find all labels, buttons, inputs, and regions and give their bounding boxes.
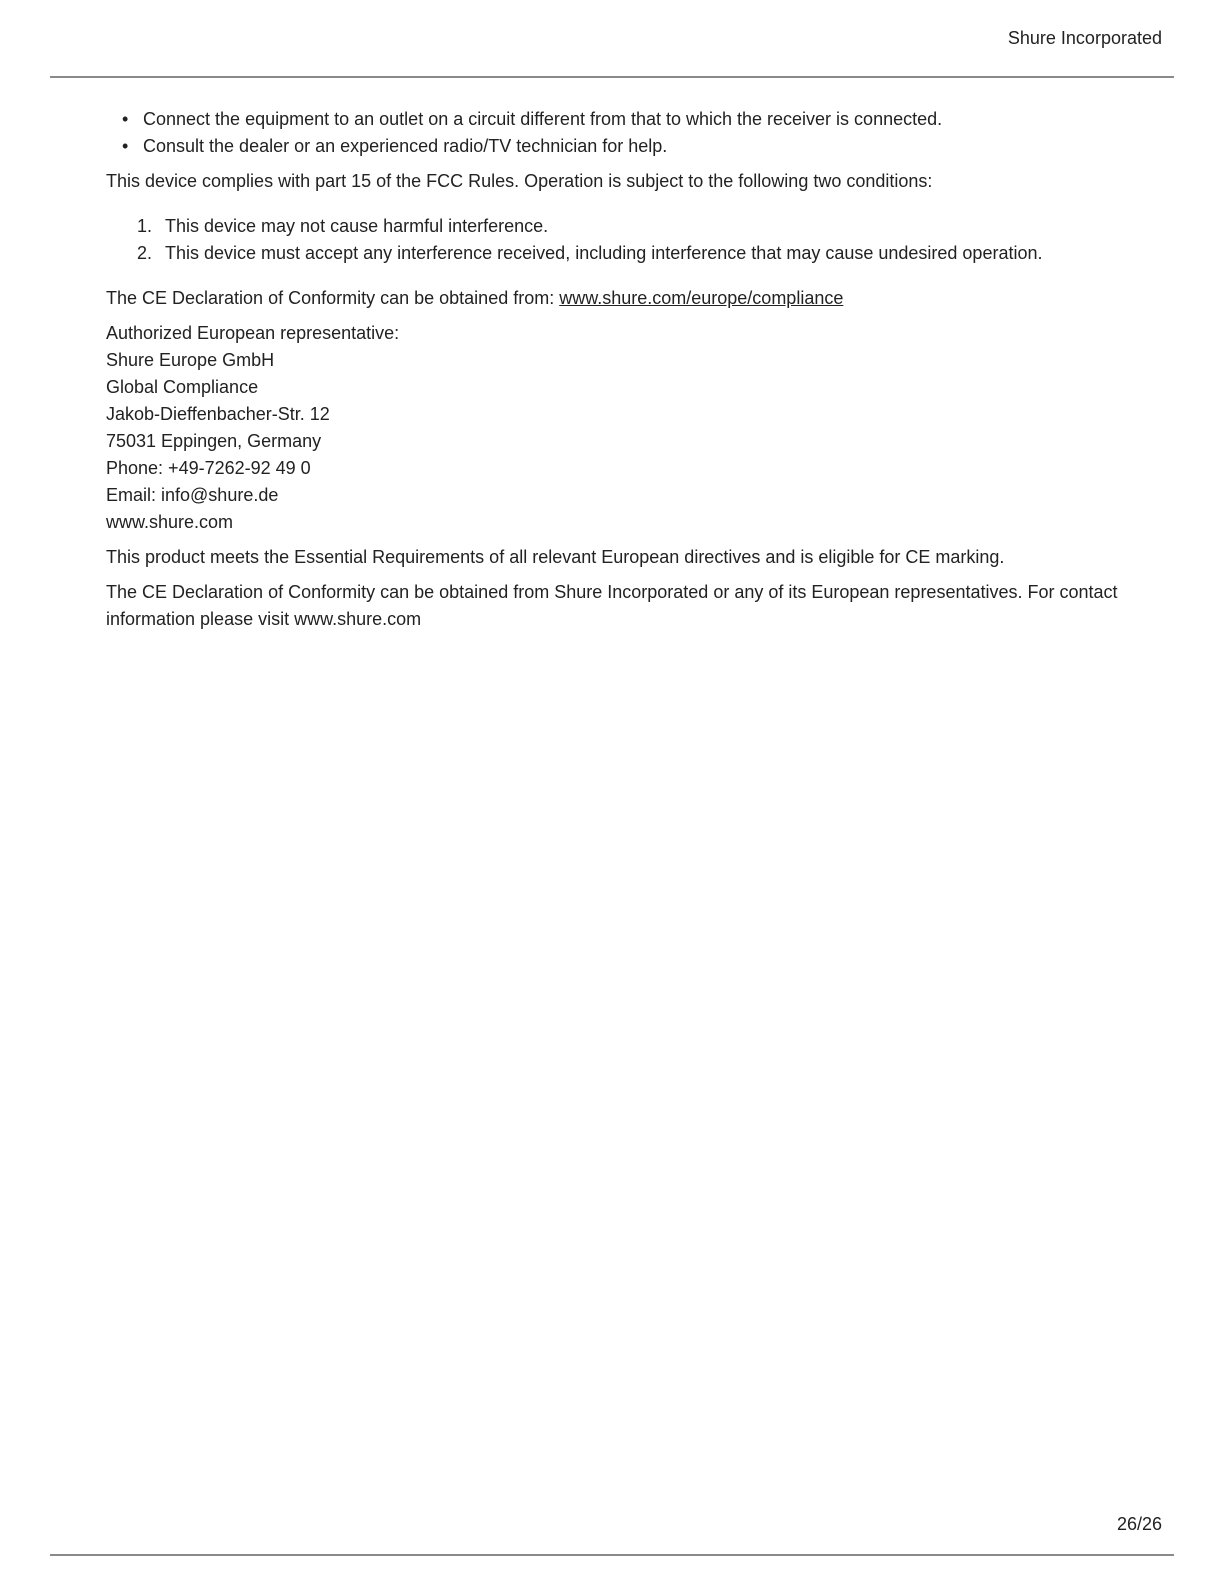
page-number: 26/26 bbox=[1116, 1514, 1162, 1534]
list-item bbox=[106, 240, 1136, 267]
page-header-company: Shure Incorporated bbox=[1007, 28, 1162, 48]
representative-address bbox=[106, 320, 1136, 536]
bullet-list bbox=[106, 106, 1136, 160]
ce-declaration bbox=[106, 285, 1136, 312]
bullet-icon: • bbox=[122, 136, 129, 156]
representative-street: Jakob-Dieffenbacher-Str. 12 bbox=[106, 404, 330, 424]
representative-city: 75031 Eppingen, Germany bbox=[106, 431, 322, 451]
representative-company: Shure Europe GmbH bbox=[106, 350, 275, 370]
representative-phone: Phone: +49-7262-92 49 0 bbox=[106, 458, 311, 478]
list-item bbox=[106, 106, 1136, 133]
ce-compliance-link[interactable]: www.shure.com/europe/compliance bbox=[559, 288, 844, 308]
representative-department: Global Compliance bbox=[106, 377, 259, 397]
bullet-icon: • bbox=[122, 109, 129, 129]
representative-website: www.shure.com bbox=[106, 512, 234, 532]
document-body bbox=[106, 106, 1136, 641]
header-divider bbox=[50, 76, 1174, 78]
list-item-text: This device must accept any interference received, including interference that may cause undesired operation. bbox=[165, 243, 1043, 263]
ce-declaration-prefix: The CE Declaration of Conformity can be obtained from: bbox=[106, 288, 560, 308]
list-item-text: This device may not cause harmful interference. bbox=[165, 216, 549, 236]
list-item-text: Consult the dealer or an experienced radio/TV technician for help. bbox=[143, 136, 668, 156]
list-item bbox=[106, 213, 1136, 240]
list-item bbox=[106, 133, 1136, 160]
representative-heading: Authorized European representative: bbox=[106, 323, 400, 343]
footer-divider bbox=[50, 1554, 1174, 1556]
list-number: 1. bbox=[137, 216, 153, 236]
list-number: 2. bbox=[137, 243, 153, 263]
essential-requirements: This product meets the Essential Requirements of all relevant European directives and is eligible for CE marking. bbox=[106, 547, 1005, 567]
conditions-list bbox=[106, 213, 1136, 267]
ce-contact-info: The CE Declaration of Conformity can be obtained from Shure Incorporated or any of its European representatives. For contact information please visit www.shure.com bbox=[106, 582, 1118, 629]
representative-email: Email: info@shure.de bbox=[106, 485, 279, 505]
list-item-text: Connect the equipment to an outlet on a circuit different from that to which the receiver is connected. bbox=[143, 109, 943, 129]
fcc-statement: This device complies with part 15 of the FCC Rules. Operation is subject to the following two conditions: bbox=[106, 171, 933, 191]
